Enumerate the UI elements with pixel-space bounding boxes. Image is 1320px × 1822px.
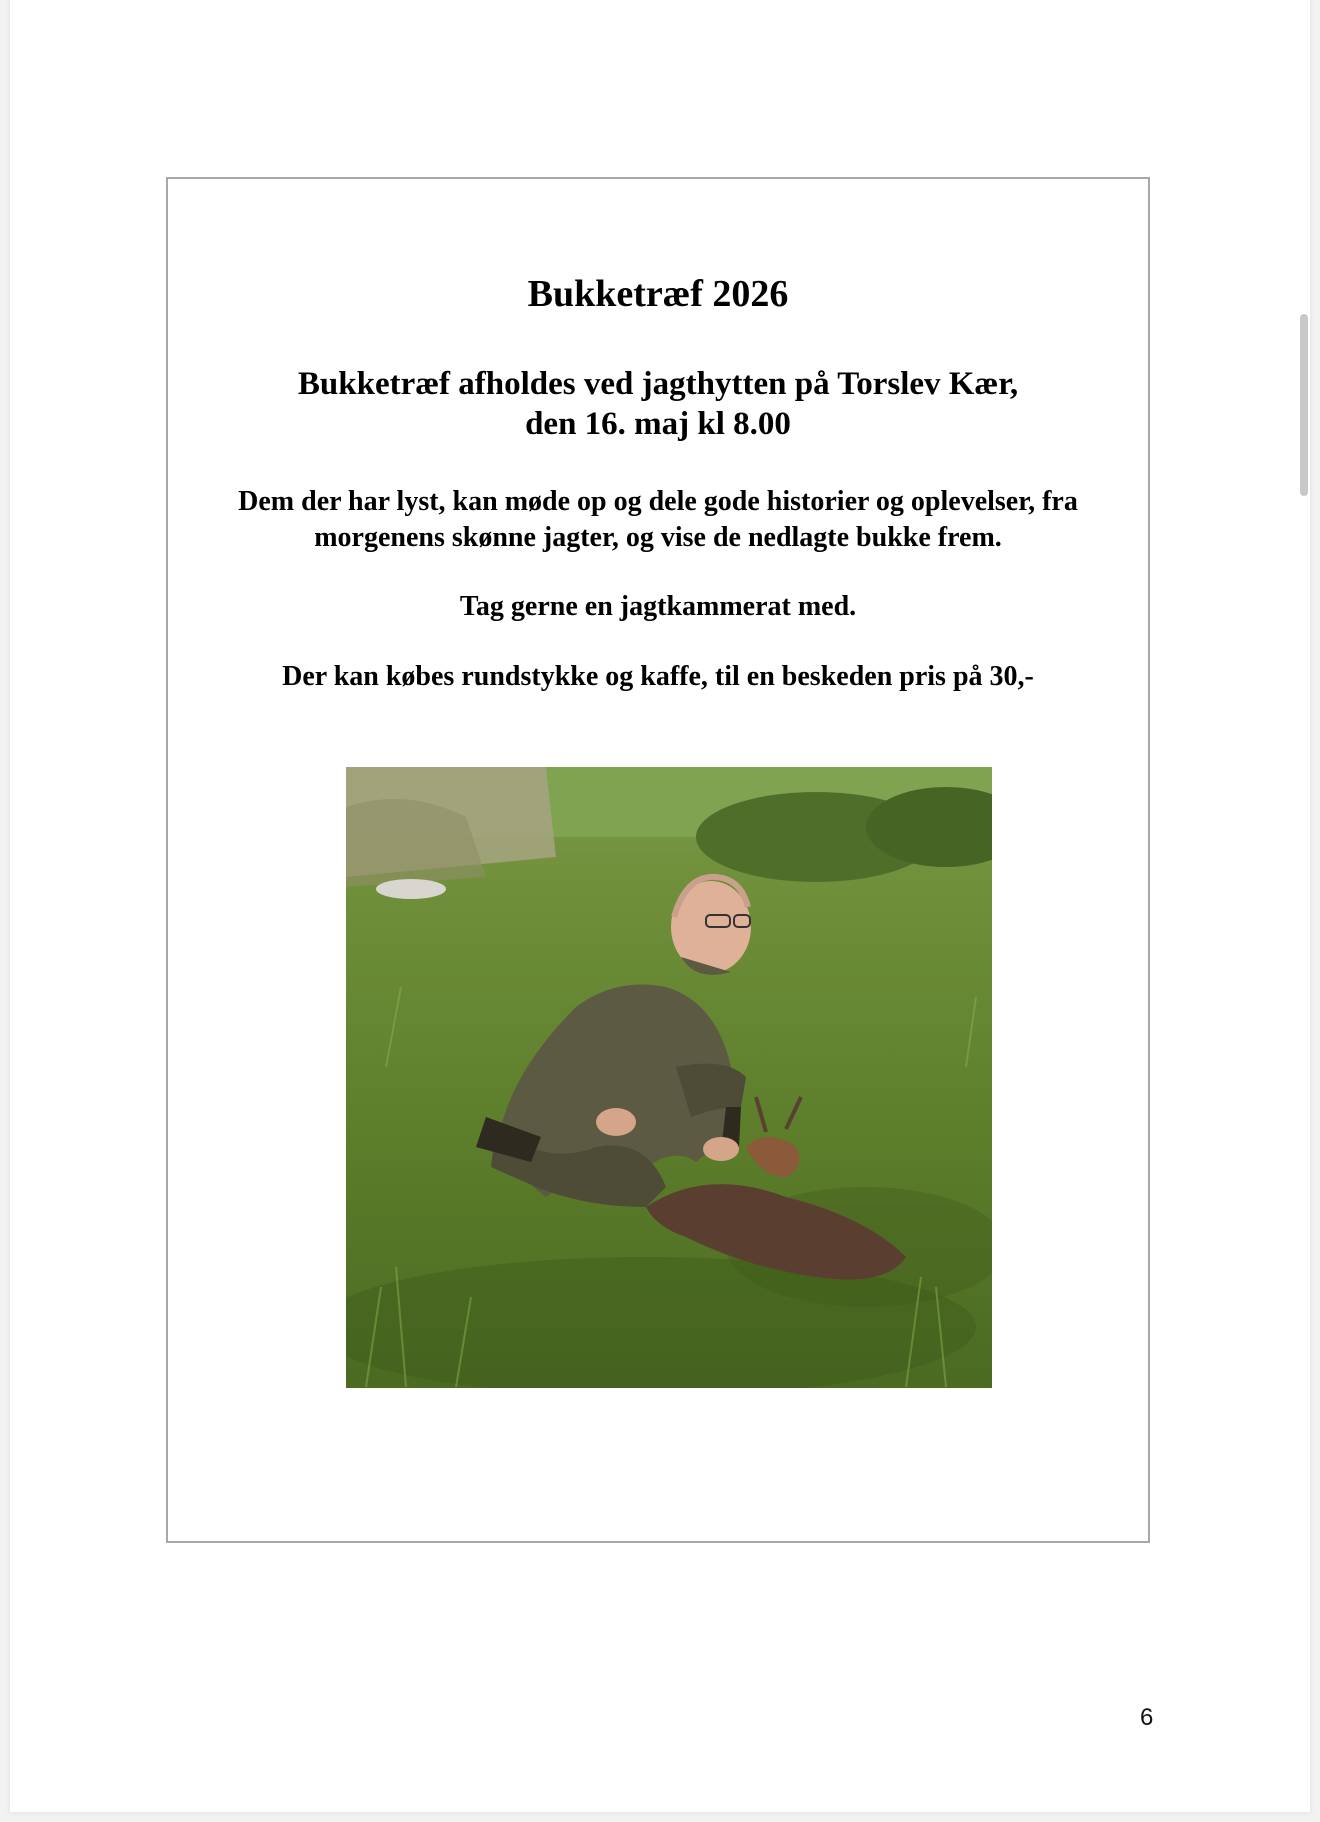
page-number: 6	[1140, 1704, 1154, 1731]
refreshments-paragraph: Der kan købes rundstykke og kaffe, til en beskeden pris på 30,-	[282, 661, 1034, 692]
page-title: Bukketræf 2026	[527, 273, 789, 315]
companion-paragraph: Tag gerne en jagtkammerat med.	[459, 591, 857, 622]
hunter-photo	[346, 767, 992, 1388]
event-info-line-1: Bukketræf afholdes ved jagthytten på Torslev Kær,	[297, 366, 1019, 402]
vertical-scrollbar[interactable]	[1300, 314, 1308, 496]
invitation-line-2: morgenens skønne jagter, og vise de nedlagte bukke frem.	[314, 522, 1002, 553]
invitation-paragraph	[168, 484, 1148, 556]
flyer-frame	[166, 177, 1150, 1543]
event-info	[168, 364, 1148, 444]
document-page	[10, 0, 1310, 1812]
invitation-line-1: Dem der har lyst, kan møde op og dele gode historier og oplevelser, fra	[238, 486, 1078, 517]
event-info-line-2: den 16. maj kl 8.00	[525, 406, 791, 442]
